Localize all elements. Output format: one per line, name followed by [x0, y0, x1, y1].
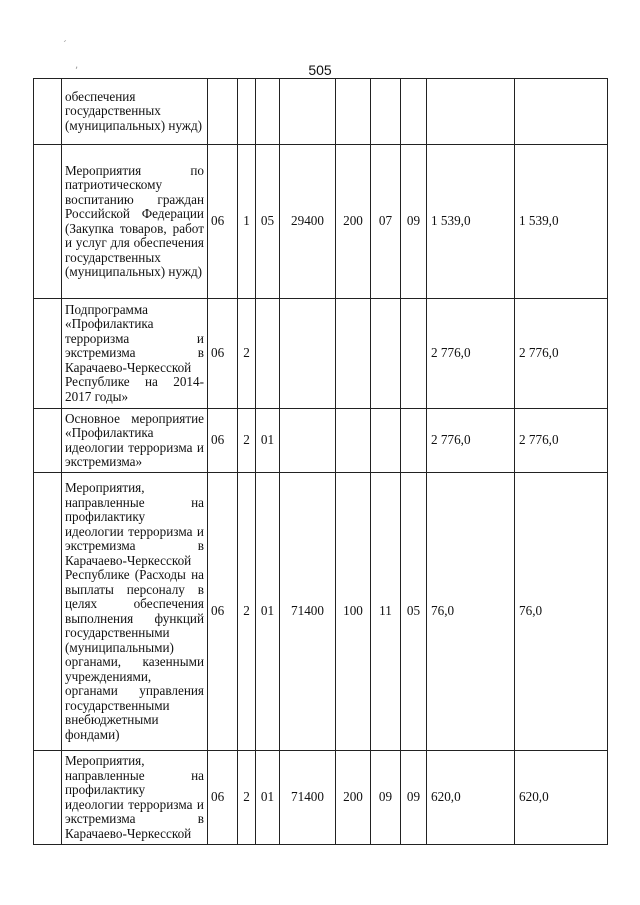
table-row [34, 751, 608, 845]
code-cell [256, 79, 280, 145]
code-cell [256, 299, 280, 409]
code-cell: 06 [208, 145, 238, 299]
table-row [34, 473, 608, 751]
amount-cell: 2 776,0 [427, 299, 515, 409]
amount-cell [515, 79, 608, 145]
code-cell: 05 [401, 473, 427, 751]
amount-cell: 76,0 [427, 473, 515, 751]
code-cell [336, 79, 371, 145]
code-cell: 09 [401, 751, 427, 845]
code-cell: 06 [208, 751, 238, 845]
amount-cell: 2 776,0 [515, 299, 608, 409]
description-cell: Основное мероприятие «Профилактика идеологии терроризма и экстремизма» [62, 409, 208, 473]
code-cell [336, 409, 371, 473]
code-cell: 09 [401, 145, 427, 299]
code-cell [238, 79, 256, 145]
code-cell: 2 [238, 473, 256, 751]
code-cell: 100 [336, 473, 371, 751]
row-index-cell [34, 299, 62, 409]
row-index-cell [34, 473, 62, 751]
amount-cell: 2 776,0 [427, 409, 515, 473]
amount-cell: 2 776,0 [515, 409, 608, 473]
code-cell [401, 79, 427, 145]
code-cell [280, 409, 336, 473]
table-row [34, 145, 608, 299]
row-index-cell [34, 79, 62, 145]
code-cell: 06 [208, 473, 238, 751]
code-cell: 01 [256, 473, 280, 751]
code-cell: 200 [336, 145, 371, 299]
description-cell: Мероприятия, направленные на профилактику идеологии терроризма и экстремизма в Карачаево-Черкесской [62, 751, 208, 845]
code-cell: 71400 [280, 751, 336, 845]
description-cell: Мероприятия, направленные на профилактику идеологии терроризма и экстремизма в Карачаево-Черкесской Республике (Расходы на выплаты персоналу в целях обеспечения выполнения функций государственными (муниципальными) органами, казенными учреждениями, органами управления государственными внебюджетными фондами) [62, 473, 208, 751]
code-cell: 200 [336, 751, 371, 845]
code-cell: 01 [256, 409, 280, 473]
page-number: 505 [308, 62, 332, 78]
amount-cell [427, 79, 515, 145]
table-row [34, 79, 608, 145]
description-cell: обеспечения государственных (муниципальных) нужд) [62, 79, 208, 145]
code-cell [336, 299, 371, 409]
code-cell: 06 [208, 409, 238, 473]
row-index-cell [34, 145, 62, 299]
code-cell: 05 [256, 145, 280, 299]
amount-cell: 1 539,0 [427, 145, 515, 299]
code-cell [280, 79, 336, 145]
description-cell: Подпрограмма «Профилактика терроризма и экстремизма в Карачаево-Черкесской Республике на 2014-2017 годы» [62, 299, 208, 409]
code-cell [371, 299, 401, 409]
scan-speck: , [75, 60, 79, 71]
code-cell: 09 [371, 751, 401, 845]
code-cell [401, 299, 427, 409]
code-cell [371, 79, 401, 145]
code-cell: 29400 [280, 145, 336, 299]
row-index-cell [34, 751, 62, 845]
scan-speck: ´ [62, 40, 67, 51]
code-cell [401, 409, 427, 473]
code-cell [280, 299, 336, 409]
amount-cell: 1 539,0 [515, 145, 608, 299]
row-index-cell [34, 409, 62, 473]
budget-table [33, 78, 608, 845]
description-cell: Мероприятия по патриотическому воспитанию граждан Российской Федерации (Закупка товаров, работ и услуг для обеспечения государственных (муниципальных) нужд) [62, 145, 208, 299]
code-cell [208, 79, 238, 145]
table-row [34, 299, 608, 409]
amount-cell: 76,0 [515, 473, 608, 751]
table-row [34, 409, 608, 473]
code-cell: 2 [238, 299, 256, 409]
amount-cell: 620,0 [515, 751, 608, 845]
code-cell: 06 [208, 299, 238, 409]
code-cell: 1 [238, 145, 256, 299]
code-cell: 01 [256, 751, 280, 845]
code-cell: 2 [238, 751, 256, 845]
code-cell [371, 409, 401, 473]
code-cell: 71400 [280, 473, 336, 751]
amount-cell: 620,0 [427, 751, 515, 845]
code-cell: 2 [238, 409, 256, 473]
code-cell: 07 [371, 145, 401, 299]
code-cell: 11 [371, 473, 401, 751]
